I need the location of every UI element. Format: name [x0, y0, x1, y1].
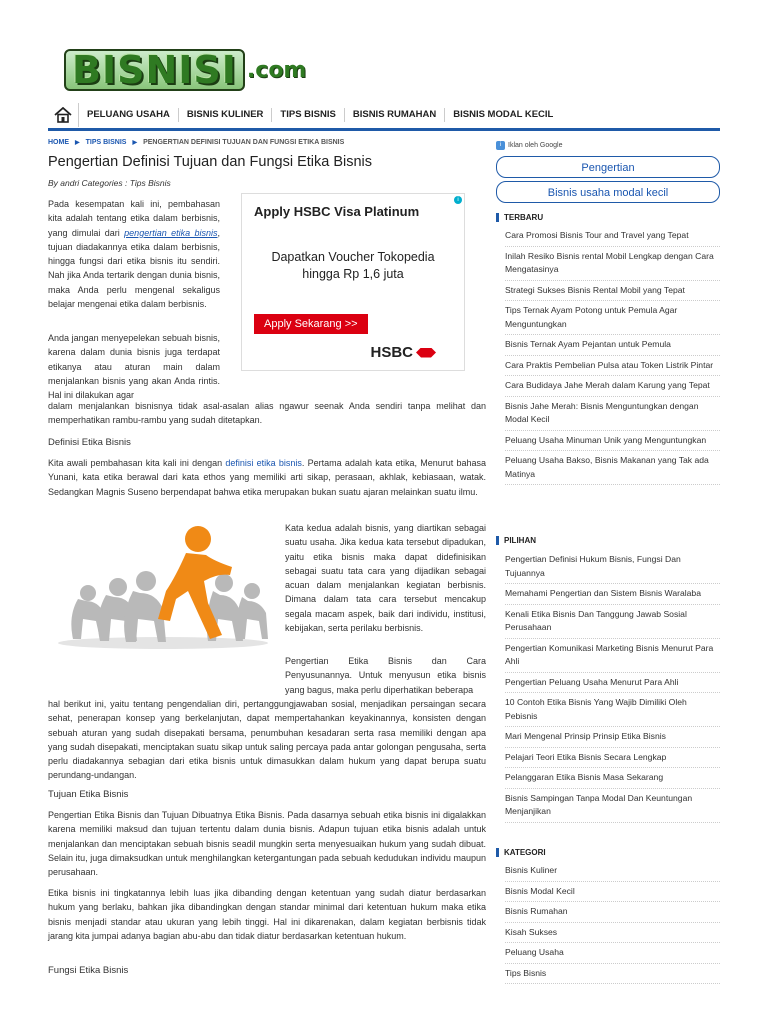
list-item[interactable]: Bisnis Kuliner	[505, 861, 720, 882]
nav-bisnis-modal-kecil[interactable]: BISNIS MODAL KECIL	[453, 109, 554, 120]
pill-link-modal-kecil[interactable]: Bisnis usaha modal kecil	[496, 181, 720, 203]
breadcrumb-home[interactable]: HOME	[48, 139, 69, 146]
paragraph-text: . Pertama adalah kata etika, Menurut bahasa Yunani, kata etika berawal dari kata ethos yang memiliki arti sikap, perasaan, akhlak, kebiasaan, watak. Sedangkan Magnis Suseno berpendapat bahwa etika merupakan bukan suatu ajaran melainkan suatu ilmu.	[48, 458, 487, 497]
list-item[interactable]: Pengertian Definisi Hukum Bisnis, Fungsi Dan Tujuannya	[505, 550, 720, 584]
article-paragraph-4: Kata kedua adalah bisnis, yang diartikan sebagai suatu usaha. Jika kedua kata tersebut dipadukan, yaitu etika bisnis maka dapat didefinisikan sebagai suatu tata cara yang dijadikan sebagai acuan dalam menjalankan kegiatan berbisnis. Dimana dalam tata cara tersebut mencakup segala macam aspek, baik dari individu, institusi, kebijakan, serta perilaku berbisnis.	[285, 523, 486, 634]
list-item[interactable]: Strategi Sukses Bisnis Rental Mobil yang Tepat	[505, 281, 720, 302]
nav-tips-bisnis[interactable]: TIPS BISNIS	[272, 108, 344, 122]
link-pengertian-etika-bisnis[interactable]: pengertian etika bisnis	[124, 227, 218, 238]
list-item[interactable]: Tips Ternak Ayam Potong untuk Pemula Agar Menguntungkan	[505, 301, 720, 335]
logo-text: BISNISI	[64, 49, 245, 91]
breadcrumb-current: PENGERTIAN DEFINISI TUJUAN DAN FUNGSI ETIKA BISNIS	[143, 139, 345, 146]
breadcrumb-category[interactable]: TIPS BISNIS	[85, 139, 127, 146]
home-icon[interactable]	[48, 103, 79, 127]
list-item[interactable]: Pelanggaran Etika Bisnis Masa Sekarang	[505, 768, 720, 789]
ad-text	[242, 249, 464, 283]
hsbc-logo	[370, 344, 436, 361]
nav-peluang-usaha[interactable]: PELUANG USAHA	[79, 108, 179, 122]
section-title: KATEGORI	[504, 848, 546, 857]
kategori-list	[505, 861, 720, 984]
terbaru-list	[505, 226, 720, 485]
page-title: Pengertian Definisi Tujuan dan Fungsi Etika Bisnis	[48, 154, 373, 170]
article-paragraph-5a: Pengertian Etika Bisnis dan Cara Penyusunannya. Untuk menyusun etika bisnis yang bagus, maka perlu diperhatikan beberapa	[285, 656, 486, 695]
article-paragraph-2: Anda jangan menyepelekan sebuah bisnis, karena dalam dunia bisnis juga terdapat etikanya atau aturan main dalam menjalankan bisnis yang akan Anda rintis. Hal ini dilakukan agar	[48, 333, 220, 401]
list-item[interactable]: Cara Praktis Pembelian Pulsa atau Token Listrik Pintar	[505, 356, 720, 377]
heading-tujuan: Tujuan Etika Bisnis	[48, 789, 129, 800]
ad-line-2: hingga Rp 1,6 juta	[302, 267, 404, 281]
ad-info-icon[interactable]: i	[454, 196, 462, 204]
list-item[interactable]: Kisah Sukses	[505, 923, 720, 944]
section-title: PILIHAN	[504, 536, 536, 545]
list-item[interactable]: Pengertian Peluang Usaha Menurut Para Ahli	[505, 673, 720, 694]
section-bar	[496, 213, 499, 222]
hsbc-hexagon-icon	[416, 348, 436, 358]
heading-fungsi: Fungsi Etika Bisnis	[48, 965, 129, 976]
list-item[interactable]: Bisnis Rumahan	[505, 902, 720, 923]
paragraph-text: Kita awali pembahasan kita kali ini dengan	[48, 458, 226, 468]
list-item[interactable]: Inilah Resiko Bisnis rental Mobil Lengkap dengan Cara Mengatasinya	[505, 247, 720, 281]
section-title: TERBARU	[504, 213, 544, 222]
hsbc-ad[interactable]	[241, 193, 465, 371]
nav-bisnis-rumahan[interactable]: BISNIS RUMAHAN	[345, 108, 445, 122]
ad-line-1: Dapatkan Voucher Tokopedia	[271, 250, 435, 264]
google-ads-label[interactable]	[496, 141, 562, 150]
post-meta: By andri Categories : Tips Bisnis	[48, 178, 171, 188]
logo-suffix: .com	[246, 57, 307, 83]
list-item[interactable]: Peluang Usaha Bakso, Bisnis Makanan yang Tak ada Matinya	[505, 451, 720, 485]
pilihan-list	[505, 550, 720, 823]
main-nav	[48, 102, 720, 131]
section-terbaru	[496, 213, 543, 222]
list-item[interactable]: Peluang Usaha	[505, 943, 720, 964]
list-item[interactable]: Bisnis Modal Kecil	[505, 882, 720, 903]
heading-definisi: Definisi Etika Bisnis	[48, 437, 131, 448]
list-item[interactable]: Pelajari Teori Etika Bisnis Secara Lengkap	[505, 748, 720, 769]
paragraph-text: , tujuan diadakannya etika dalam berbisnis, hingga fungsi dari etika bisnis itu sendiri. Nah jika Anda tertarik dengan dunia bisnis, maka Anda perlu mengenal sekaligus belajar mengenai etika dalam berbisnis.	[48, 227, 220, 310]
list-item[interactable]: Cara Budidaya Jahe Merah dalam Karung yang Tepat	[505, 376, 720, 397]
ad-title: Apply HSBC Visa Platinum	[254, 204, 420, 219]
list-item[interactable]: Mari Mengenal Prinsip Prinsip Etika Bisnis	[505, 727, 720, 748]
section-pilihan	[496, 536, 536, 545]
ad-apply-button[interactable]: Apply Sekarang >>	[254, 314, 368, 334]
list-item[interactable]: Bisnis Sampingan Tanpa Modal Dan Keuntungan Menjanjikan	[505, 789, 720, 823]
article-paragraph-1	[48, 197, 220, 311]
article-paragraph-2-cont: dalam menjalankan bisnisnya tidak asal-asalan alias ngawur seenak Anda sendiri tanpa melihat dan memperhatikan rambu-rambu yang sudah ditetapkan.	[48, 401, 486, 426]
ads-label-text: Iklan oleh Google	[508, 142, 563, 149]
paragraph-text: Pada kesempatan kali ini, pembahasan kita adalah tentang etika dalam berbisnis, yang dimulai dari	[48, 199, 220, 238]
list-item[interactable]: Memahami Pengertian dan Sistem Bisnis Waralaba	[505, 584, 720, 605]
list-item[interactable]: Cara Promosi Bisnis Tour and Travel yang Tepat	[505, 226, 720, 247]
list-item[interactable]: 10 Contoh Etika Bisnis Yang Wajib Dimiliki Oleh Pebisnis	[505, 693, 720, 727]
section-bar	[496, 848, 499, 857]
list-item[interactable]: Bisnis Jahe Merah: Bisnis Menguntungkan dengan Modal Kecil	[505, 397, 720, 431]
site-logo[interactable]	[64, 50, 306, 90]
info-icon: i	[496, 141, 505, 150]
section-bar	[496, 536, 499, 545]
pill-link-pengertian[interactable]: Pengertian	[496, 156, 720, 178]
article-paragraph-6: Pengertian Etika Bisnis dan Tujuan Dibuatnya Etika Bisnis. Pada dasarnya sebuah etika bisnis ini digalakkan karena memiliki maksud dan tujuan tertentu dalam dunia bisnis. Adapun tujuan etika bisnis adalah untuk menjalankan dan menciptakan sebuah bisnis seadil mungkin serta menyesuaikan hukum yang sudah dibuat. Selain itu, juga dimaksudkan untuk menghilangkan ketergantungan pada sebuah kedudukan individu maupun perusahaan.	[48, 810, 486, 878]
article-paragraph-3	[48, 456, 486, 499]
breadcrumb	[48, 139, 344, 146]
section-kategori	[496, 848, 546, 857]
chevron-right-icon: ▶	[75, 140, 80, 146]
list-item[interactable]: Tips Bisnis	[505, 964, 720, 985]
article-paragraph-7: Etika bisnis ini tingkatannya lebih luas jika dibanding dengan ketentuan yang sudah diatur berdasarkan hukum yang berlaku, bahkan jika dibandingkan dengan standar minimal dari ketentuan hukum maka etika bisnis menjadi standar atau ukuran yang lebih tinggi. Hal ini dikarenakan, dalam kegiatan berbisnis tidak jarang kita jumpai adanya bagian abu-abu dan tidak diatur berdasarkan ketentuan hukum.	[48, 888, 486, 941]
chevron-right-icon: ▶	[132, 140, 138, 146]
list-item[interactable]: Peluang Usaha Minuman Unik yang Menguntungkan	[505, 431, 720, 452]
article-paragraph-5b: hal berikut ini, yaitu tentang pengendalian diri, pertanggungjawaban sosial, menjadikan persaingan secara sehat, penerapan konsep yang berkelanjutan, dapat mempertahankan keyakinannya, konsisten dengan sebuah aturan yang sudah disepakati bersama, penumbuhan kesadaran serta rasa memiliki dengan apa yang sudah disepakati, menciptakan suatu sikap untuk saling percaya pada antar golongan pengusaha, serta perlu diadakannya sebagian dari etika bisnis untuk dimasukkan dalam hukum yang dapat berupa suatu perundang-undangan.	[48, 699, 486, 781]
list-item[interactable]: Bisnis Ternak Ayam Pejantan untuk Pemula	[505, 335, 720, 356]
link-definisi-etika-bisnis[interactable]: definisi etika bisnis	[225, 458, 302, 468]
nav-bisnis-kuliner[interactable]: BISNIS KULINER	[179, 108, 273, 122]
list-item[interactable]: Kenali Etika Bisnis Dan Tanggung Jawab Sosial Perusahaan	[505, 605, 720, 639]
list-item[interactable]: Pengertian Komunikasi Marketing Bisnis Menurut Para Ahli	[505, 639, 720, 673]
brand-name: HSBC	[370, 344, 413, 361]
business-race-illustration	[48, 521, 278, 651]
